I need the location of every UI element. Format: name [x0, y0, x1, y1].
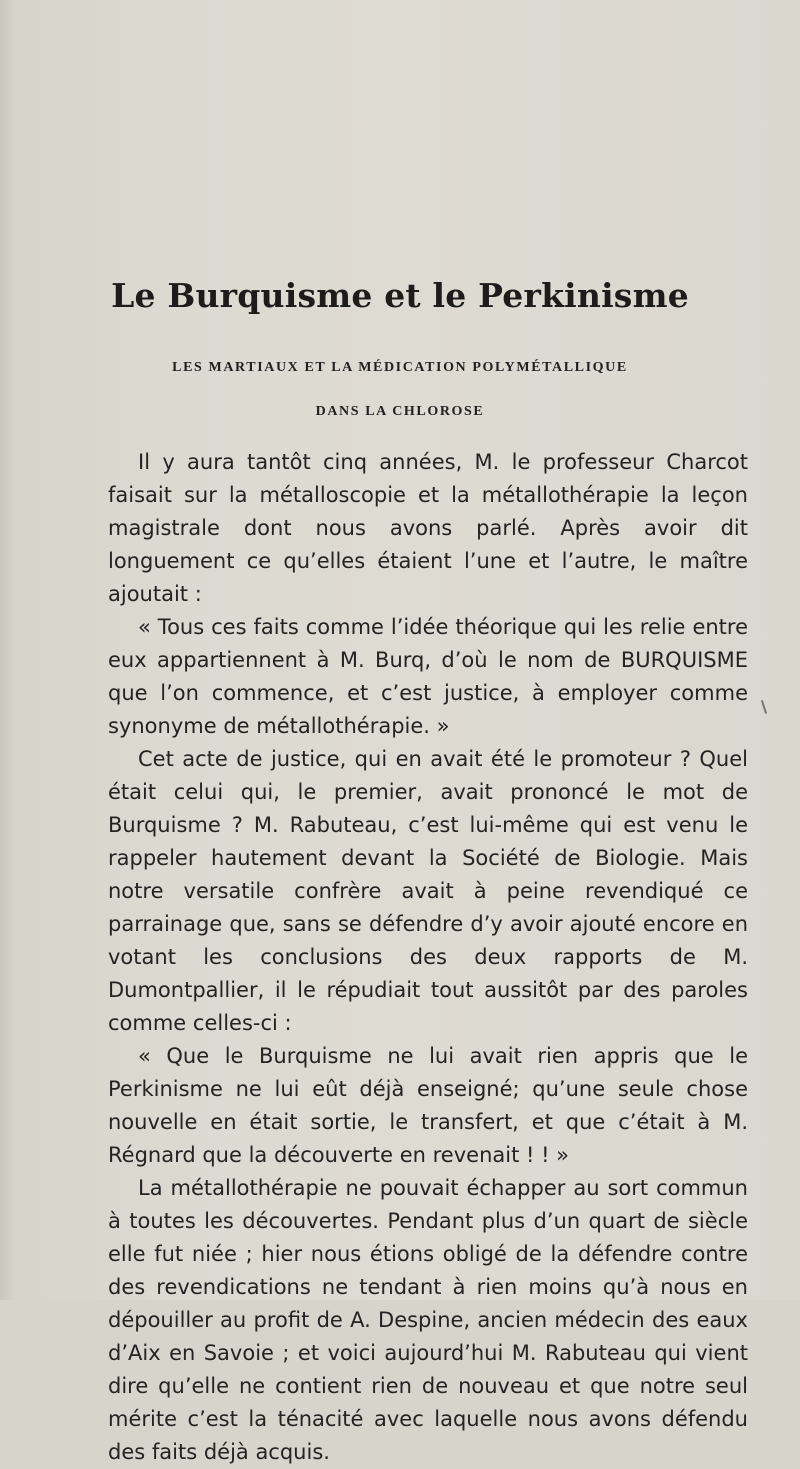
document-subtitle-line-2: DANS LA CHLOROSE: [315, 404, 485, 419]
margin-mark: [761, 700, 767, 714]
paragraph-1: Il y aura tantôt cinq années, M. le professeur Charcot faisait sur la métalloscopie et la métallothérapie la leçon magistrale dont nous avons parlé. Après avoir dit longuement ce qu’elles étaient l’une et l’autre, le maître ajoutait :: [108, 450, 748, 606]
page-edge-shadow: [0, 0, 14, 1300]
paragraph-4: « Que le Burquisme ne lui avait rien appris que le Perkinisme ne lui eût déjà enseigné; qu’une seule chose nouvelle en était sortie, le transfert, et que c’était à M. Régnard que la découverte en revenait ! ! »: [108, 1044, 748, 1167]
document-subtitle-line-1: LES MARTIAUX ET LA MÉDICATION POLYMÉTALLIQUE: [172, 360, 628, 375]
document-title: Le Burquisme et le Perkinisme: [111, 276, 689, 315]
paragraph-5: La métallothérapie ne pouvait échapper au sort commun à toutes les découvertes. Pendant plus d’un quart de siècle elle fut niée ; hier nous étions obligé de la défendre contre des revendications ne tendant à rien moins qu’à nous en dépouiller au profit de A. Despine, ancien médecin des eaux d’Aix en Savoie ; et voici aujourd’hui M. Rabuteau qui vient dire qu’elle ne contient rien de nouveau et que notre seul mérite c’est la ténacité avec laquelle nous avons défendu des faits déjà acquis.: [108, 1176, 748, 1464]
body-text: [108, 446, 748, 1469]
paragraph-3: Cet acte de justice, qui en avait été le promoteur ? Quel était celui qui, le premier, avait prononcé le mot de Burquisme ? M. Rabuteau, c’est lui-même qui est venu le rappeler hautement devant la Société de Biologie. Mais notre versatile confrère avait à peine revendiqué ce parrainage que, sans se défendre d’y avoir ajouté encore en votant les conclusions des deux rapports de M. Dumontpallier, il le répudiait tout aussitôt par des paroles comme celles-ci :: [108, 747, 748, 1035]
paragraph-2: « Tous ces faits comme l’idée théorique qui les relie entre eux appartiennent à M. Burq, d’où le nom de BURQUISME que l’on commence, et c’est justice, à employer comme synonyme de métallothérapie. »: [108, 615, 748, 738]
